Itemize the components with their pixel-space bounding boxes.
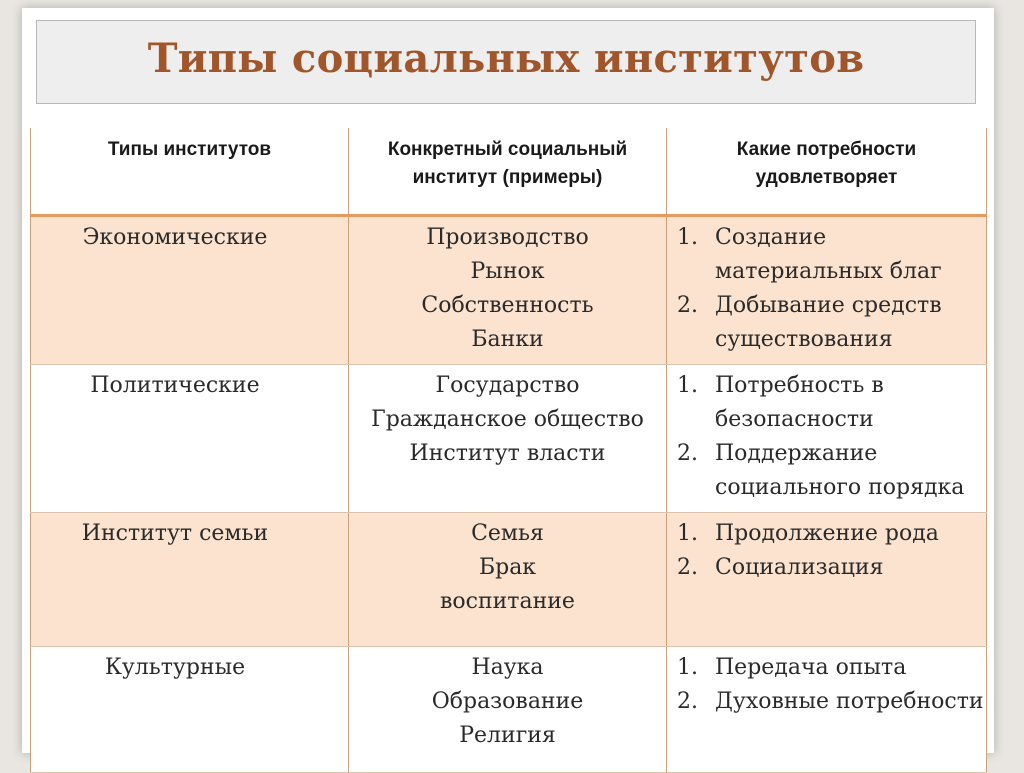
need-number: 1.	[677, 521, 698, 546]
example-item: Банки	[471, 327, 544, 352]
institution-type: Институт семьи	[31, 513, 349, 647]
need-text: Поддержание социального порядка	[715, 441, 965, 500]
slide-title: Типы социальных институтов	[147, 35, 865, 82]
table-row	[31, 365, 987, 513]
need-text: Добывание средств существования	[715, 293, 942, 352]
example-item: Религия	[459, 723, 556, 748]
need-number: 2.	[677, 441, 698, 466]
need-item	[677, 685, 985, 719]
slide	[22, 8, 994, 753]
need-item	[677, 437, 985, 505]
example-item: воспитание	[440, 589, 575, 614]
need-text: Потребность в безопасности	[715, 373, 884, 432]
need-text: Продолжение рода	[715, 521, 939, 546]
need-number: 1.	[677, 225, 698, 250]
institution-examples	[349, 513, 667, 647]
table-header-row	[31, 128, 987, 216]
institution-type: Политические	[31, 365, 349, 513]
example-item: Институт власти	[409, 441, 606, 466]
title-bar	[36, 20, 976, 104]
need-text: Духовные потребности	[715, 689, 984, 714]
need-text: Создание материальных благ	[715, 225, 942, 284]
need-number: 1.	[677, 373, 698, 398]
table-row	[31, 647, 987, 773]
need-item	[677, 517, 985, 551]
need-number: 2.	[677, 293, 698, 318]
institution-examples	[349, 216, 667, 365]
example-item: Гражданское общество	[371, 407, 644, 432]
institution-examples	[349, 365, 667, 513]
header-needs: Какие потребности удовлетворяет	[667, 128, 987, 216]
institution-examples	[349, 647, 667, 773]
example-item: Брак	[478, 555, 537, 580]
example-item: Производство	[426, 225, 589, 250]
need-item	[677, 289, 985, 357]
need-number: 1.	[677, 655, 698, 680]
need-item	[677, 369, 985, 437]
example-item: Собственность	[421, 293, 594, 318]
institutions-table	[30, 128, 987, 773]
institution-needs	[667, 216, 987, 365]
example-item: Государство	[435, 373, 580, 398]
need-item	[677, 551, 985, 585]
need-number: 2.	[677, 689, 698, 714]
need-item	[677, 221, 985, 289]
table-row	[31, 216, 987, 365]
header-types: Типы институтов	[31, 128, 349, 216]
institution-type: Культурные	[31, 647, 349, 773]
institution-type: Экономические	[31, 216, 349, 365]
example-item: Наука	[471, 655, 544, 680]
need-text: Социализация	[715, 555, 884, 580]
table-row	[31, 513, 987, 647]
example-item: Рынок	[470, 259, 545, 284]
need-item	[677, 651, 985, 685]
institution-needs	[667, 647, 987, 773]
institution-needs	[667, 513, 987, 647]
need-text: Передача опыта	[715, 655, 907, 680]
header-examples: Конкретный социальный институт (примеры)	[349, 128, 667, 216]
need-number: 2.	[677, 555, 698, 580]
institution-needs	[667, 365, 987, 513]
example-item: Семья	[471, 521, 544, 546]
example-item: Образование	[431, 689, 584, 714]
